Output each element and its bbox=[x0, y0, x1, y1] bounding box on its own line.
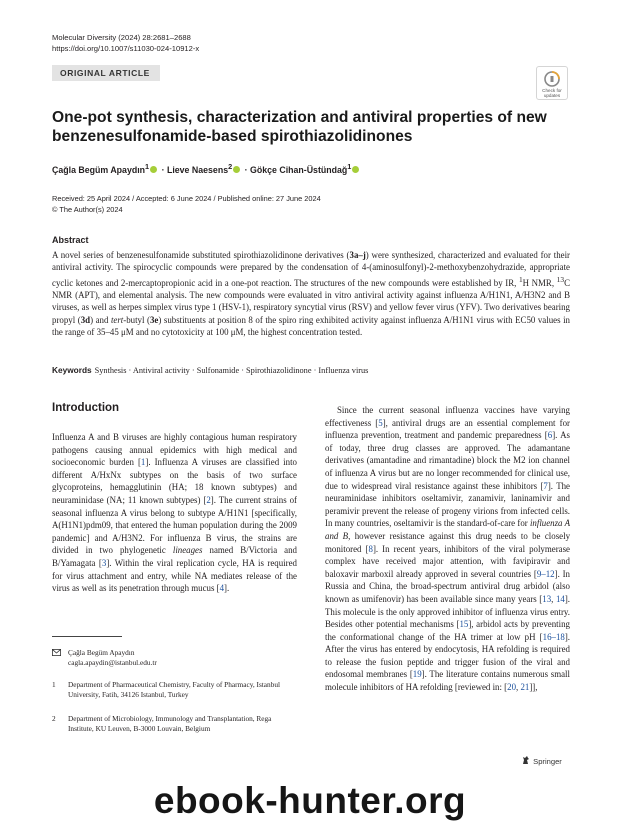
paragraph: Since the current seasonal influenza vaccines have varying effectiveness [5], antiviral drugs are an essential complement for influenza prevention, treatment and pandemic preparedness [6]. As of today, three drug classes are approved. The adamantane derivatives (amantadine and rimantadine) block the M2 ion channel of influenza A virus but are no longer recommended for clinical use, due to widespread viral resistance against these inhibitors [7]. The neuraminidase inhibitors oseltamivir, zanamivir, laninamivir and peramivir prevent the release of progeny virions from infected cells. In many countries, oseltamivir is the standard-of-care for influenza A and B, however resistance against this drug needs to be closely monitored [8]. In recent years, inhibitors of the viral polymerase complex have received major attention, with favipiravir and baloxavir marboxil already approved in several countries [9–12]. In Russia and China, the broad-spectrum antiviral drug arbidol (also known as umifenovir) has been available since many years [13, 14]. This molecule is the only approved inhibitor of influenza virus entry. Besides other potential mechanisms [15], arbidol acts by preventing the conformational change of the HA trimer at low pH [16–18]. After the virus has entered by endocytosis, HA refolding is required to release the fusion peptide and trigger fusion of the viral and endosomal membranes [19]. The literature contains numerous small molecule inhibitors of HA refolding [reviewed in: [20, 21]], bbox=[325, 405, 571, 693]
corresponding-author-email[interactable]: cagla.apaydin@istanbul.edu.tr bbox=[68, 658, 157, 667]
copyright-line: © The Author(s) 2024 bbox=[52, 204, 123, 214]
check-for-updates-button[interactable] bbox=[536, 66, 568, 100]
citation-link[interactable]: 16–18 bbox=[542, 631, 565, 642]
abstract-text: A novel series of benzenesulfonamide substituted spirothiazolidinone derivatives (3a–j) were synthesized, characterized and evaluated for their antiviral activity. The spirocyclic compounds were prepared by the condensation of 4-(aminosulfonyl)-2-methoxybenzohydrazide, appropriate cyclic ketones and 2-mercaptopropionic acid in a one-pot reaction. The structures of the new compounds were established by IR, $^1$H NMR, $^{13}$C NMR (APT), and elemental analysis. The new compounds were evaluated in vitro antiviral activity against influenza A/H1N1, A/H3N2 and B viruses, as well as herpes simplex virus type 1 (HSV-1), respiratory syncytial virus (RSV) and yellow fever virus (YFV). Two derivatives bearing propyl (3d) and tert-butyl (3e) substituents at position 8 of the spiro ring exhibited activity against influenza A/H1N1 virus with EC50 values in the range of 35–45 μM and no cytotoxicity at 100 μM, the highest concentration tested. bbox=[52, 250, 570, 338]
author-name[interactable]: Lieve Naesens bbox=[166, 164, 229, 175]
orcid-icon[interactable] bbox=[150, 166, 157, 173]
author-name[interactable]: Gökçe Cihan-Üstündağ bbox=[250, 164, 348, 175]
paragraph: Influenza A and B viruses are highly contagious human respiratory pathogens causing annual epidemics with high medical and socioeconomic burden [1]. Influenza A viruses are classified into different A/HxNx subtypes on the basis of two surface glycoproteins, hemagglutinin (HA; 18 known subtypes) and neuraminidase (NA; 11 known subtypes) [2]. The current strains of seasonal influenza A virus belong to subtype A/H1N1 [specifically, A(H1N1)pdm09, that entered the human population during the 2009 pandemic] and A/H3N2. For influenza B virus, the strains are divided in two phylogenetic lineages named B/Victoria and B/Yamagata [3]. Within the viral replication cycle, HA is required for virus attachment and entry, while NA mediates release of the virus as well as its penetration through mucus [4]. bbox=[52, 432, 297, 594]
introduction-left-column bbox=[52, 431, 297, 595]
check-updates-line2: updates bbox=[543, 93, 561, 98]
author-affiliation: 2 bbox=[228, 162, 233, 171]
footnote-divider bbox=[52, 636, 122, 637]
check-updates-line1: Check for bbox=[542, 88, 562, 93]
citation-link[interactable]: 15 bbox=[459, 619, 469, 630]
citation-link[interactable]: 13 bbox=[542, 593, 552, 604]
keywords-list: Synthesis · Antiviral activity · Sulfonamide · Spirothiazolidinone · Influenza virus bbox=[94, 366, 369, 375]
citation-link[interactable]: 8 bbox=[368, 543, 373, 554]
citation-link[interactable]: 6 bbox=[547, 430, 553, 441]
keywords-label: Keywords bbox=[52, 365, 92, 375]
citation-link[interactable]: 5 bbox=[378, 417, 383, 428]
orcid-icon[interactable] bbox=[352, 166, 359, 173]
citation-link[interactable]: 20 bbox=[507, 682, 517, 693]
introduction-heading: Introduction bbox=[52, 402, 120, 414]
envelope-icon bbox=[52, 648, 61, 659]
author-list: Çağla Begüm Apaydın$^1$ · Lieve Naesens$^2$ · Gökçe Cihan-Üstündağ$^1$ bbox=[52, 162, 361, 175]
citation-link[interactable]: 2 bbox=[206, 494, 211, 505]
author-name[interactable]: Çağla Begüm Apaydın bbox=[52, 164, 146, 175]
article-title: One-pot synthesis, characterization and antiviral properties of new benzenesulfonamide-based spirothiazolidinones bbox=[52, 109, 547, 145]
citation-link[interactable]: 21 bbox=[520, 682, 530, 693]
affiliation-number: 2 bbox=[52, 714, 56, 723]
orcid-icon[interactable] bbox=[233, 166, 240, 173]
corresponding-author-name: Çağla Begüm Apaydın bbox=[68, 648, 135, 657]
citation-link[interactable]: 19 bbox=[412, 669, 422, 680]
introduction-right-column bbox=[325, 404, 570, 694]
affiliation-number: 1 bbox=[52, 680, 56, 689]
publisher-logo bbox=[521, 755, 562, 767]
author-affiliation: 1 bbox=[145, 162, 150, 171]
article-dates bbox=[52, 194, 321, 215]
author-affiliation: 1 bbox=[347, 162, 352, 171]
check-updates-icon bbox=[544, 70, 560, 88]
journal-citation: Molecular Diversity (2024) 28:2681–2688 bbox=[52, 33, 191, 42]
citation-link[interactable]: 3 bbox=[101, 557, 107, 568]
citation-link[interactable]: 4 bbox=[219, 583, 225, 594]
journal-header bbox=[52, 32, 199, 54]
publication-dates: Received: 25 April 2024 / Accepted: 6 June 2024 / Published online: 27 June 2024 bbox=[52, 194, 321, 203]
watermark: ebook-hunter.org bbox=[153, 780, 467, 821]
abstract-heading: Abstract bbox=[52, 235, 89, 245]
citation-link[interactable]: 1 bbox=[140, 457, 146, 468]
keywords bbox=[52, 365, 368, 375]
affiliation-text: Department of Pharmaceutical Chemistry, Faculty of Pharmacy, Istanbul University, Fatih, 34126 Istanbul, Turkey bbox=[68, 680, 281, 699]
journal-doi[interactable]: https://doi.org/10.1007/s11030-024-10912-x bbox=[52, 44, 200, 53]
article-type-badge: ORIGINAL ARTICLE bbox=[52, 65, 160, 81]
citation-link[interactable]: 9–12 bbox=[536, 568, 555, 579]
citation-link[interactable]: 14 bbox=[555, 593, 565, 604]
citation-link[interactable]: 7 bbox=[543, 480, 548, 491]
publisher-name: Springer bbox=[533, 757, 562, 766]
affiliation-text: Department of Microbiology, Immunology and Transplantation, Rega Institute, KU Leuven, B-3000 Louvain, Belgium bbox=[68, 714, 272, 733]
springer-horse-icon bbox=[521, 755, 531, 765]
